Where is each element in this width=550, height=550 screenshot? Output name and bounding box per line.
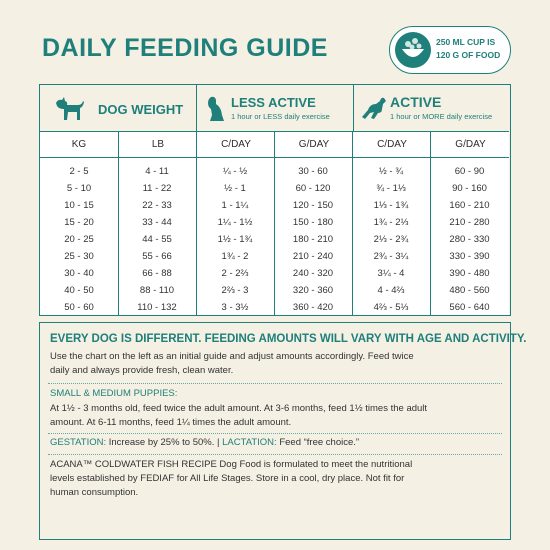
- cell-lb: 4 - 11: [145, 166, 169, 177]
- active-title: ACTIVE: [390, 94, 442, 110]
- cup-badge-line1: 250 ML CUP IS: [436, 37, 496, 47]
- cell-less-cday: 1 - 1¼: [221, 200, 249, 211]
- header-less-active: [196, 85, 354, 131]
- cell-less-cday: 2⅔ - 3: [221, 285, 249, 296]
- cell-lb: 88 - 110: [139, 285, 175, 296]
- gestation-label: GESTATION:: [50, 437, 107, 448]
- cell-active-gday: 280 - 330: [449, 234, 490, 245]
- table-row: [40, 214, 509, 231]
- puppies-text: [50, 402, 502, 430]
- cell-active-gday: 90 - 160: [452, 183, 487, 194]
- column-header-row: [40, 131, 509, 158]
- cell-active-cday: 4⅔ - 5⅓: [373, 302, 409, 313]
- notes-intro-line2: daily and always provide fresh, clean water.: [50, 365, 234, 376]
- column-header-active-gday: G/DAY: [430, 132, 510, 157]
- cell-active-cday: 2¾ - 3¼: [373, 251, 409, 262]
- cell-less-gday: 120 - 150: [292, 200, 334, 211]
- cell-active-cday: 4 - 4⅔: [377, 285, 405, 296]
- footer-line3: human consumption.: [50, 487, 139, 498]
- cell-less-gday: 30 - 60: [298, 166, 328, 177]
- notes-box: [39, 322, 527, 540]
- cell-kg: 20 - 25: [64, 234, 94, 245]
- cup-badge: [389, 26, 511, 74]
- cell-lb: 66 - 88: [142, 268, 172, 279]
- notes-headline: EVERY DOG IS DIFFERENT. FEEDING AMOUNTS WILL VARY WITH AGE AND ACTIVITY.: [50, 333, 527, 345]
- gestation-text: Increase by 25% to 50%. |: [106, 437, 223, 448]
- cell-less-cday: 1¾ - 2: [221, 251, 249, 262]
- column-header-less-gday: G/DAY: [274, 132, 353, 157]
- lactation-text: Feed “free choice.”: [276, 437, 360, 448]
- dog-standing-icon: [52, 93, 86, 123]
- cell-active-cday: ½ - ¾: [378, 166, 404, 177]
- notes-intro-line1: Use the chart on the left as an initial guide and adjust amounts accordingly. Feed twice: [50, 351, 414, 362]
- cell-active-cday: 1¾ - 2⅓: [373, 217, 409, 228]
- less-active-subtitle: 1 hour or LESS daily exercise: [231, 112, 330, 121]
- column-header-active-cday: C/DAY: [352, 132, 431, 157]
- feeding-table: [39, 84, 511, 316]
- less-active-title: LESS ACTIVE: [231, 95, 316, 110]
- cell-lb: 22 - 33: [142, 200, 172, 211]
- cell-lb: 110 - 132: [137, 302, 177, 313]
- table-row: [40, 180, 509, 197]
- lactation-label: LACTATION:: [222, 437, 277, 448]
- footer-text: [50, 458, 502, 500]
- footer-line1: ACANA™ COLDWATER FISH RECIPE Dog Food is formulated to meet the nutritional: [50, 459, 413, 470]
- cell-less-gday: 320 - 360: [292, 285, 334, 296]
- cell-active-cday: 1⅓ - 1¾: [373, 200, 409, 211]
- cell-active-gday: 480 - 560: [449, 285, 490, 296]
- table-row: [40, 282, 509, 299]
- cell-active-gday: 210 - 280: [449, 217, 490, 228]
- cell-less-gday: 360 - 420: [292, 302, 334, 313]
- cell-less-cday: 1½ - 1¾: [217, 234, 253, 245]
- dotted-divider: [48, 454, 502, 455]
- puppies-line1: At 1½ - 3 months old, feed twice the adult amount. At 3-6 months, feed 1½ times the adult: [50, 403, 428, 414]
- page-title: DAILY FEEDING GUIDE: [42, 34, 328, 62]
- table-row: [40, 197, 509, 214]
- cell-lb: 55 - 66: [142, 251, 172, 262]
- cell-active-gday: 160 - 210: [449, 200, 490, 211]
- footer-line2: levels established by FEDIAF for All Life Stages. Store in a cool, dry place. Not fit for: [50, 473, 405, 484]
- column-header-lb: LB: [118, 132, 197, 157]
- cell-active-gday: 60 - 90: [454, 166, 485, 177]
- table-row: [40, 231, 509, 248]
- gestation-lactation-line: [50, 436, 502, 450]
- dotted-divider: [48, 383, 502, 384]
- active-subtitle: 1 hour or MORE daily exercise: [390, 112, 493, 121]
- cell-lb: 11 - 22: [142, 183, 172, 194]
- cell-lb: 33 - 44: [142, 217, 172, 228]
- cell-active-cday: 2⅓ - 2¾: [373, 234, 409, 245]
- cell-less-cday: ¼ - ½: [222, 166, 248, 177]
- notes-intro: [50, 350, 502, 378]
- cell-lb: 44 - 55: [142, 234, 172, 245]
- cell-kg: 15 - 20: [64, 217, 94, 228]
- puppies-label: SMALL & MEDIUM PUPPIES:: [50, 388, 178, 399]
- cell-less-gday: 180 - 210: [292, 234, 334, 245]
- cell-active-cday: 3¼ - 4: [377, 268, 405, 279]
- puppies-line2: amount. At 6-11 months, feed 1¼ times the adult amount.: [50, 417, 292, 428]
- table-row: [40, 248, 509, 265]
- cell-less-gday: 150 - 180: [292, 217, 334, 228]
- cell-kg: 25 - 30: [64, 251, 94, 262]
- cell-active-gday: 390 - 480: [449, 268, 490, 279]
- cell-less-cday: ½ - 1: [224, 183, 246, 194]
- cell-less-gday: 210 - 240: [292, 251, 334, 262]
- cell-kg: 10 - 15: [64, 200, 94, 211]
- cell-less-cday: 1¼ - 1½: [217, 217, 253, 228]
- cell-less-gday: 60 - 120: [295, 183, 331, 194]
- table-row: [40, 299, 509, 316]
- column-header-kg: KG: [71, 139, 87, 150]
- table-row: [40, 163, 509, 180]
- cup-icon: [394, 31, 432, 69]
- cell-less-cday: 2 - 2⅔: [221, 268, 249, 279]
- cell-active-gday: 330 - 390: [449, 251, 490, 262]
- header-weight-label: DOG WEIGHT: [98, 102, 184, 117]
- cell-active-gday: 560 - 640: [449, 302, 490, 313]
- table-row: [40, 265, 509, 282]
- cell-less-cday: 3 - 3½: [221, 302, 249, 313]
- dog-running-icon: [360, 95, 388, 121]
- cell-kg: 2 - 5: [69, 166, 89, 177]
- column-header-less-cday: C/DAY: [196, 132, 275, 157]
- cell-kg: 40 - 50: [64, 285, 94, 296]
- cell-less-gday: 240 - 320: [292, 268, 334, 279]
- cell-kg: 30 - 40: [64, 268, 94, 279]
- cell-kg: 5 - 10: [66, 183, 92, 194]
- cup-badge-text: [436, 36, 500, 62]
- cup-badge-line2: 120 G OF FOOD: [436, 50, 501, 60]
- cell-kg: 50 - 60: [64, 302, 94, 313]
- cell-active-cday: ¾ - 1⅓: [376, 183, 406, 194]
- dotted-divider: [48, 433, 502, 434]
- header-active: [353, 85, 511, 131]
- dog-sitting-icon: [205, 95, 227, 123]
